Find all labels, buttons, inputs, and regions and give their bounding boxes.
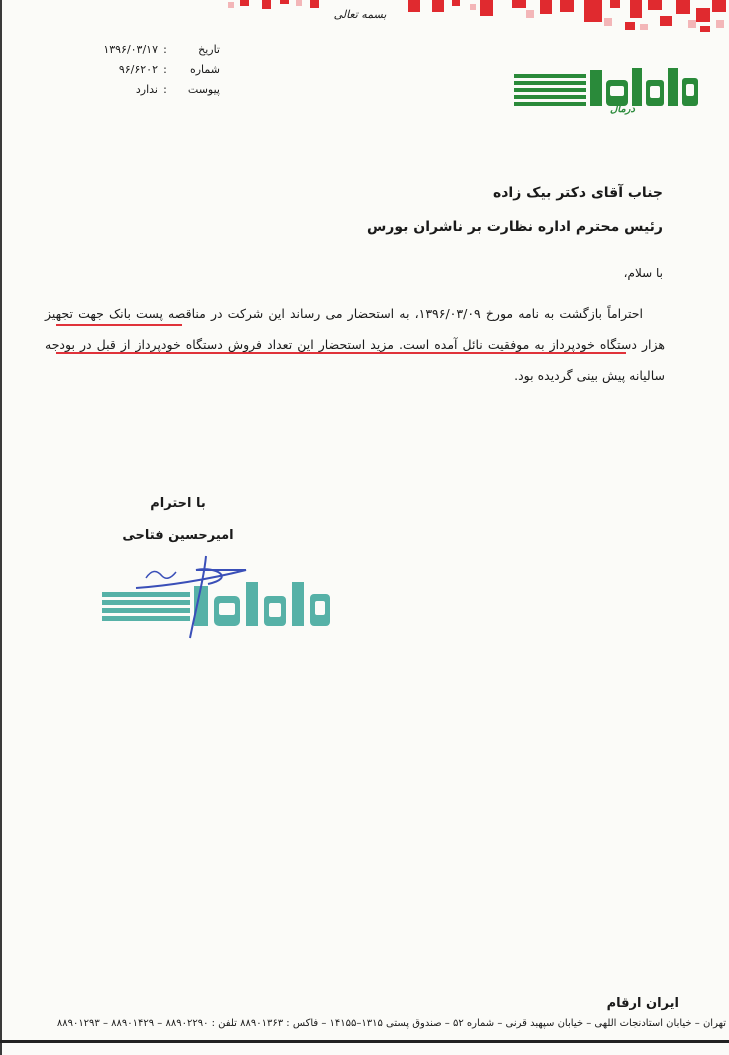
meta-number-row [70, 60, 220, 80]
meta-number-value: ۹۶/۶۲۰۲ [118, 63, 158, 76]
footer-company-name: ایران ارقام [606, 996, 679, 1011]
highlight-underline [56, 324, 182, 326]
closing-block [118, 488, 238, 552]
footer-address: تهران – خیابان استادنجات اللهی – خیابان سپهبد قرنی – شماره ۵۲ – صندوق پستی ۱۳۱۵–۱۴۱۵۵ – فاکس : ۸۸۹۰۱۳۶۳ تلفن : ۸۸۹۰۲۲۹۰ – ۸۸۹۰۱۴۲۹ – ۸۸۹۰۱۲۹۳ [56, 1018, 726, 1029]
addressee-title: رئیس محترم اداره نظارت بر ناشران بورس [366, 219, 663, 235]
closing-regards: با احترام [150, 496, 206, 511]
meta-attachment-value: ندارد [135, 83, 158, 96]
meta-date-row [70, 40, 220, 60]
company-logo [510, 64, 702, 124]
letter-meta [70, 40, 220, 100]
meta-attachment-label: پیوست [187, 83, 220, 96]
meta-attachment-row [70, 80, 220, 100]
letter-body [45, 298, 665, 391]
meta-number-label: شماره [189, 63, 220, 76]
meta-separator: : [163, 83, 167, 96]
addressee-block [263, 176, 663, 244]
company-logo-subtitle: درمال [610, 104, 635, 115]
meta-separator: : [163, 63, 167, 76]
addressee-name: جناب آقای دکتر بیک زاده [492, 185, 663, 201]
meta-date-label: تاریخ [198, 43, 220, 56]
invocation-text: بسمه تعالی [333, 8, 387, 21]
left-edge-rule [0, 0, 2, 1055]
company-logo-graphic [510, 64, 702, 124]
greeting: با سلام، [623, 266, 663, 280]
meta-separator: : [163, 43, 167, 56]
body-paragraph: احتراماً بازگشت به نامه مورخ ۱۳۹۶/۰۳/۰۹، به استحضار می رساند این شرکت در مناقصه پست بانک جهت تجهیز هزار دستگاه خودپرداز به موفقیت نائل آمده است. مزید استحضار این تعداد فروش دستگاه خودپرداز از قبل در بودجه سالیانه پیش بینی گردیده بود. [45, 306, 665, 383]
highlight-underline [56, 352, 626, 354]
company-stamp-signature [96, 548, 346, 658]
meta-date-value: ۱۳۹۶/۰۳/۱۷ [103, 43, 158, 56]
footer-rule [0, 1040, 729, 1043]
signer-name: امیرحسین فتاحی [122, 528, 234, 543]
